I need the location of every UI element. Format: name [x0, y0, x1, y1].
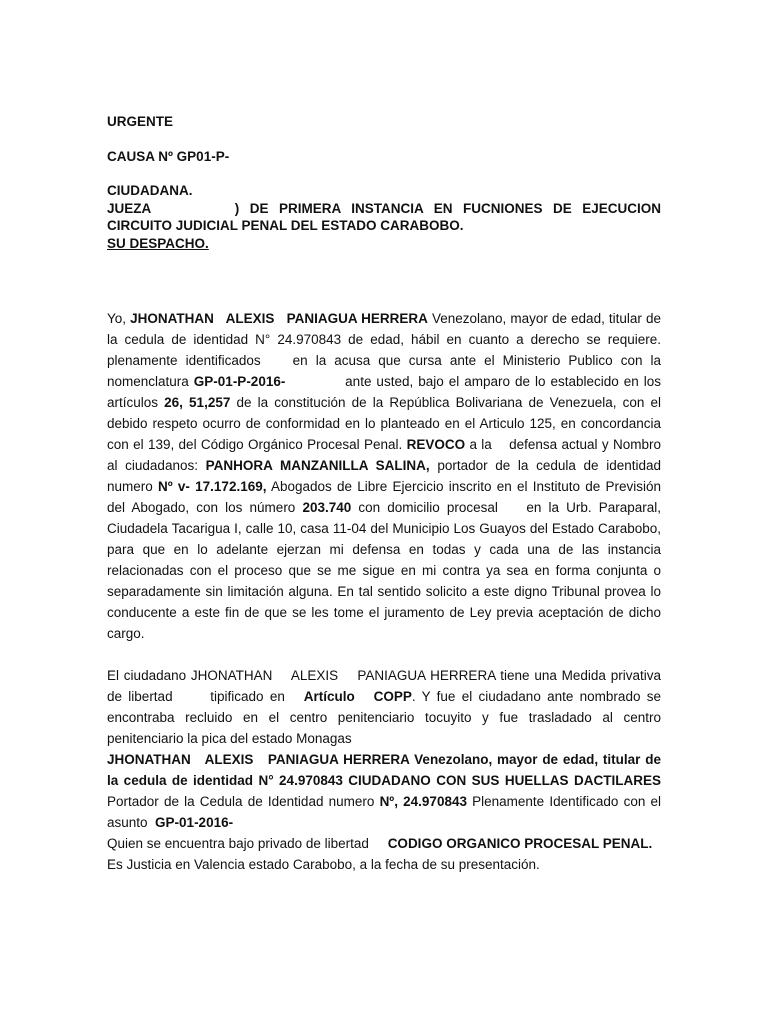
addressee-line-3: CIRCUITO JUDICIAL PENAL DEL ESTADO CARABOBO.	[107, 218, 464, 233]
p4-code: CODIGO ORGANICO PROCESAL PENAL.	[387, 836, 653, 851]
p3-id-number: Nº, 24.970843	[379, 794, 467, 809]
addressee-line-2: JUEZA ) DE PRIMERA INSTANCIA EN FUCNIONES DE EJECUCION	[107, 200, 661, 216]
p2-article: Artículo COPP	[303, 689, 412, 704]
p1-text: a la defensa actual y Nombro al ciudadanos:	[107, 437, 665, 473]
closing-line: Es Justicia en Valencia estado Carabobo, a la fecha de su presentación.	[107, 857, 540, 872]
p1-text: Yo,	[107, 311, 131, 326]
p3-case-ref: GP-01-2016-	[155, 815, 234, 830]
p1-text: Venezolano, mayor de edad, titular de la cedula de identidad N° 24.970843 de edad, hábil en cuanto a derecho se requiere. plenamente identificados en la acusa que cursa ante el Ministerio Publico con la nomenclatura	[107, 311, 665, 389]
p1-text: portador de la cedula de identidad numero	[107, 458, 665, 494]
p4-text: Quien se encuentra bajo privado de libertad	[107, 836, 388, 851]
p1-articles: 26, 51,257	[164, 395, 231, 410]
paragraph-custody	[107, 833, 661, 854]
document-body	[107, 113, 665, 875]
p1-ipsa-number: 203.740	[302, 500, 352, 515]
p1-text: ante usted, bajo el amparo de lo establecido en los artículos	[107, 374, 665, 410]
p3-text: Portador de la Cedula de Identidad numero	[107, 773, 665, 809]
addressee-line-1: CIUDADANA.	[107, 183, 193, 198]
p1-revoke: REVOCO	[406, 437, 466, 452]
p3-identity: JHONATHAN ALEXIS PANIAGUA HERRERA Venezolano, mayor de edad, titular de la cedula de identidad N° 24.970843 CIUDADANO CON SUS HUELLAS DACTILARES	[107, 752, 665, 788]
p1-text: de la constitución de la República Bolivariana de Venezuela, con el debido respeto ocurro de conformidad en lo planteado en el Articulo 125, en concordancia con el 139, del Código Orgánico Procesal Penal.	[107, 395, 665, 452]
p1-text: con domicilio procesal en la Urb. Paraparal, Ciudadela Tacarigua I, calle 10, casa 11-04 del Municipio Los Guayos del Estado Carabobo, para que en lo adelante ejerzan mi defensa en todas y cada una de las instancia relacionadas con el proceso que se me sigue en mi contra ya sea en forma conjunta o separadamente sin limitación alguna. En tal sentido solicito a este digno Tribunal provea lo conducente a este fin de que se les tome el juramento de Ley previa aceptación de dicho cargo.	[107, 500, 665, 641]
p2-text: . Y fue el ciudadano ante nombrado se encontraba recluido en el centro penitenciario tocuyito y fue trasladado al centro penitenciario la pica del estado Monagas	[107, 689, 665, 746]
paragraph-appointment	[107, 308, 665, 644]
urgent-heading: URGENTE	[107, 114, 174, 129]
p1-case-ref: GP-01-P-2016-	[193, 374, 286, 389]
p1-text: Abogados de Libre Ejercicio inscrito en el Instituto de Previsión del Abogado, con los número	[107, 479, 665, 515]
addressee-line-4: SU DESPACHO.	[107, 235, 209, 251]
p2-text: El ciudadano JHONATHAN ALEXIS PANIAGUA HERRERA tiene una Medida privativa de libertad tipificado en	[107, 668, 665, 704]
p1-name: JHONATHAN ALEXIS PANIAGUA HERRERA	[130, 311, 428, 326]
paragraph-identification	[107, 749, 665, 833]
case-number: CAUSA Nº GP01-P-	[107, 148, 230, 164]
p1-lawyer-name: PANHORA MANZANILLA SALINA,	[205, 458, 430, 473]
p1-lawyer-id: Nº v- 17.172.169,	[158, 479, 267, 494]
paragraph-detention	[107, 665, 665, 749]
p3-text: Plenamente Identificado con el asunto	[107, 794, 665, 830]
